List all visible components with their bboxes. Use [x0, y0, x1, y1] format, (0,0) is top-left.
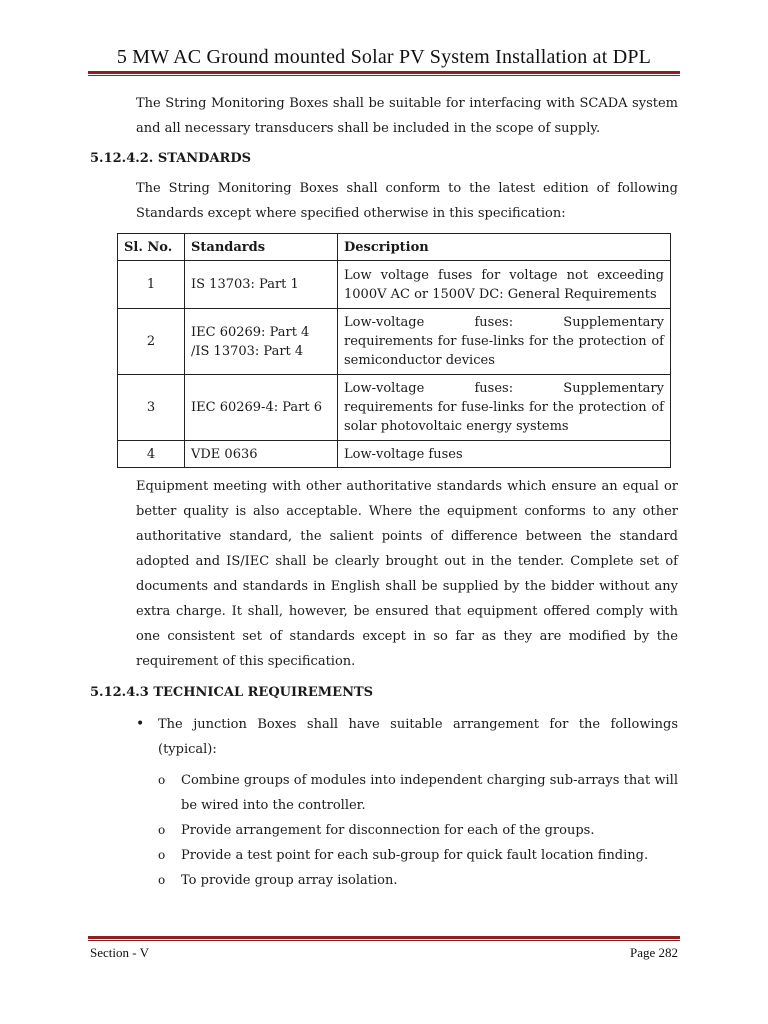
page-content [90, 91, 678, 893]
sub-list-item [158, 843, 678, 868]
sub-list-item [158, 868, 678, 893]
sub-item-text: To provide group array isolation. [181, 873, 398, 888]
row-description: Low-voltage fuses [338, 441, 671, 468]
standards-intro: The String Monitoring Boxes shall conform to the latest edition of following Standards except where specified otherwise in this specification: [136, 181, 678, 221]
footer-page-number: Page 282 [629, 945, 678, 960]
bullet-icon: • [136, 716, 145, 732]
circle-bullet-icon: o [158, 773, 166, 787]
technical-heading: 5.12.4.3 TECHNICAL REQUIREMENTS [90, 685, 374, 700]
table-row [118, 309, 671, 375]
circle-bullet-icon: o [158, 823, 166, 837]
col-header-sl-no: Sl. No. [118, 234, 185, 261]
col-header-standards: Standards [185, 234, 338, 261]
footer-rule [88, 936, 680, 941]
circle-bullet-icon: o [158, 848, 166, 862]
row-standard: VDE 0636 [185, 441, 338, 468]
intro-paragraph: The String Monitoring Boxes shall be suitable for interfacing with SCADA system and all necessary transducers shall be included in the scope of supply. [136, 96, 678, 136]
row-description: Low-voltage fuses: Supplementary requirements for fuse-links for the protection of solar photovoltaic energy systems [338, 375, 671, 441]
sub-list-item [158, 818, 678, 843]
sub-list [158, 768, 678, 893]
list-item [136, 712, 678, 893]
row-standard: IEC 60269-4: Part 6 [185, 375, 338, 441]
row-standard: IEC 60269: Part 4 /IS 13703: Part 4 [185, 309, 338, 375]
circle-bullet-icon: o [158, 873, 166, 887]
row-description: Low-voltage fuses: Supplementary requirements for fuse-links for the protection of semiconductor devices [338, 309, 671, 375]
sub-list-item [158, 768, 678, 818]
standards-table [117, 233, 671, 468]
sub-item-text: Provide arrangement for disconnection for each of the groups. [181, 823, 595, 838]
row-number: 3 [118, 375, 185, 441]
row-description: Low voltage fuses for voltage not exceeding 1000V AC or 1500V DC: General Requirements [338, 261, 671, 309]
row-number: 2 [118, 309, 185, 375]
header-rule [88, 71, 680, 76]
technical-list [90, 712, 678, 893]
sub-item-text: Combine groups of modules into independent charging sub-arrays that will be wired into the controller. [181, 773, 678, 813]
table-header-row [118, 234, 671, 261]
row-standard: IS 13703: Part 1 [185, 261, 338, 309]
sub-item-text: Provide a test point for each sub-group for quick fault location finding. [181, 848, 649, 863]
standards-after-paragraph: Equipment meeting with other authoritative standards which ensure an equal or better quality is also acceptable. Where the equipment conforms to any other authoritative standard, the salient points of difference between the standard adopted and IS/IEC shall be clearly brought out in the tender. Complete set of documents and standards in English shall be supplied by the bidder without any extra charge. It shall, however, be ensured that equipment offered comply with one consistent set of standards except in so far as they are modified by the requirement of this specification. [136, 479, 678, 669]
table-row [118, 261, 671, 309]
col-header-description: Description [338, 234, 671, 261]
bullet-text: The junction Boxes shall have suitable arrangement for the followings (typical): [158, 717, 678, 757]
row-number: 4 [118, 441, 185, 468]
footer-section: Section - V [90, 945, 149, 960]
row-number: 1 [118, 261, 185, 309]
page-header-title: 5 MW AC Ground mounted Solar PV System Installation at DPL [116, 46, 652, 68]
table-row [118, 375, 671, 441]
standards-heading: 5.12.4.2. STANDARDS [90, 151, 252, 166]
table-row [118, 441, 671, 468]
